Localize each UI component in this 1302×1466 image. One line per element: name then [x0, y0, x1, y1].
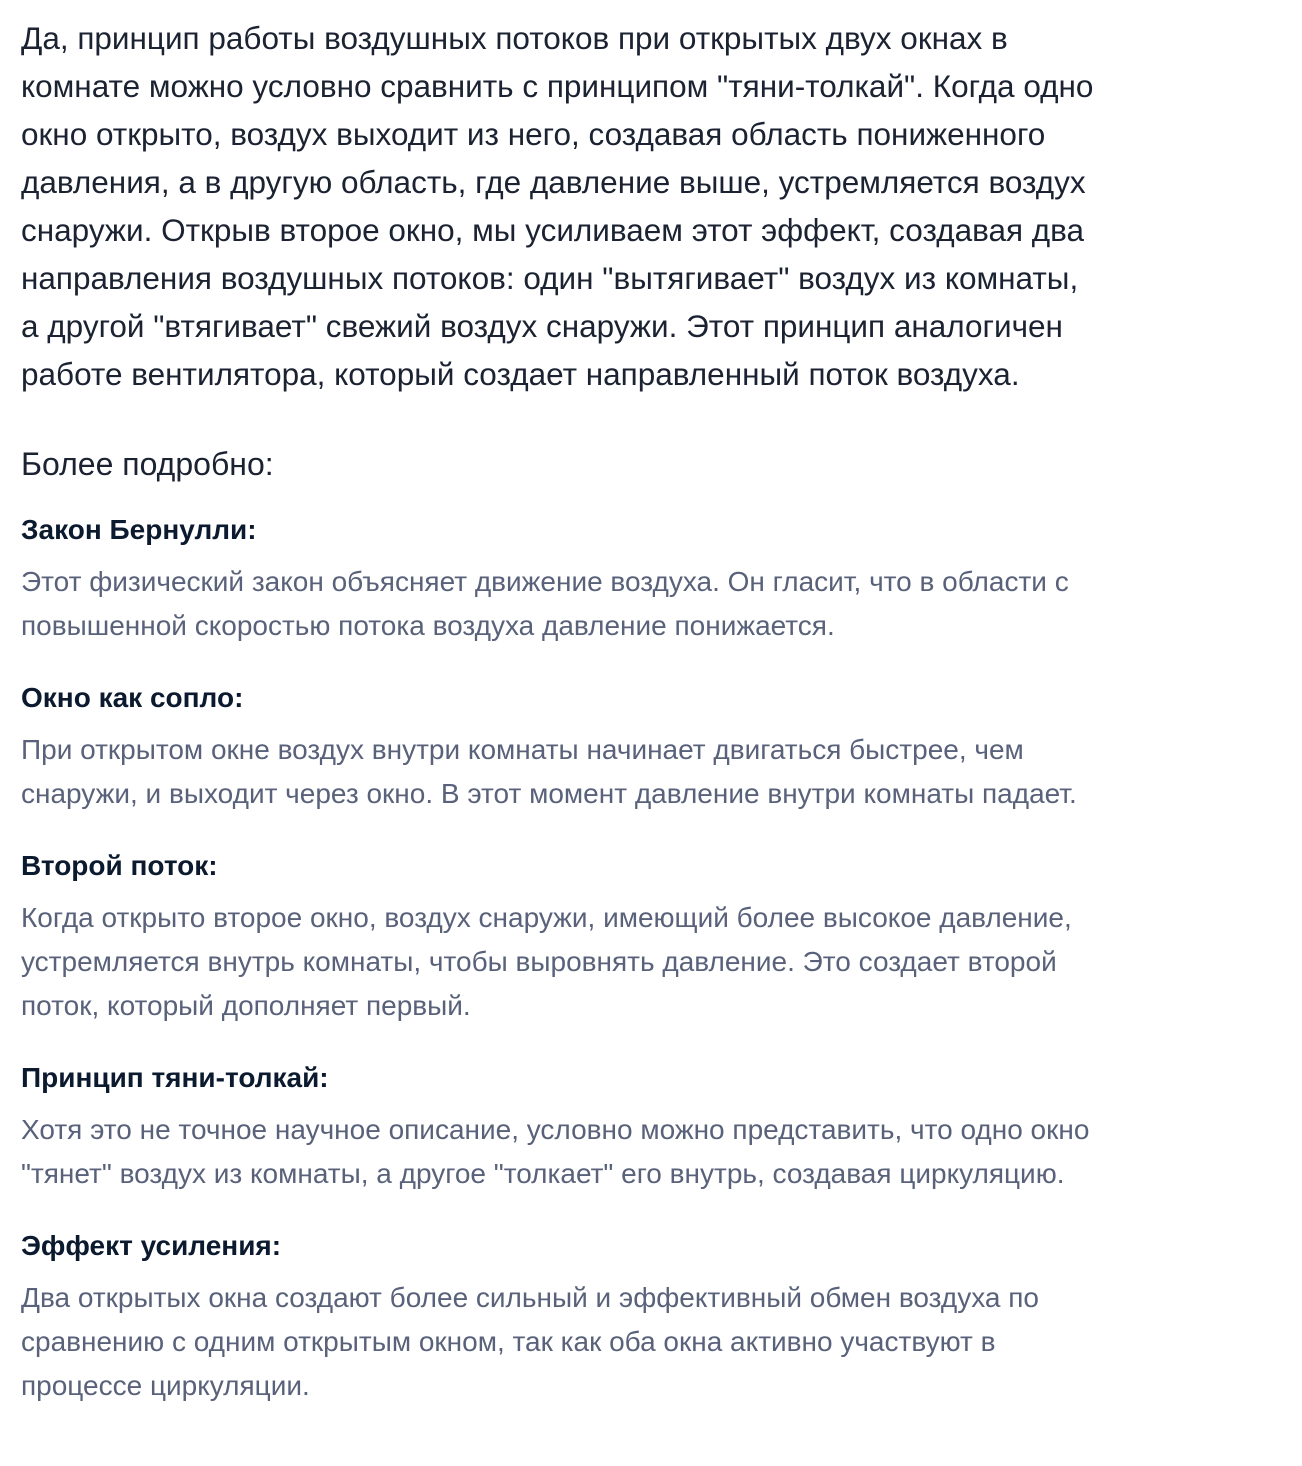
- section-line: сравнению с одним открытым окном, так как оба окна активно участвуют в: [21, 1326, 996, 1357]
- detail-section: [21, 508, 1302, 648]
- intro-line: а другой "втягивает" свежий воздух снаружи. Этот принцип аналогичен: [21, 308, 1063, 344]
- section-title: Окно как сопло:: [21, 682, 244, 713]
- intro-line: работе вентилятора, который создает направленный поток воздуха.: [21, 356, 1020, 392]
- section-body: [21, 1276, 1302, 1408]
- section-line: Хотя это не точное научное описание, условно можно представить, что одно окно: [21, 1114, 1090, 1145]
- section-title: Принцип тяни-толкай:: [21, 1062, 329, 1093]
- intro-line: Да, принцип работы воздушных потоков при открытых двух окнах в: [21, 20, 1008, 56]
- detail-section: [21, 1056, 1302, 1196]
- section-line: снаружи, и выходит через окно. В этот момент давление внутри комнаты падает.: [21, 778, 1077, 809]
- intro-line: окно открыто, воздух выходит из него, создавая область пониженного: [21, 116, 1046, 152]
- section-body: [21, 560, 1302, 648]
- section-body: [21, 728, 1302, 816]
- intro-line: давления, а в другую область, где давление выше, устремляется воздух: [21, 164, 1086, 200]
- section-title: Второй поток:: [21, 850, 218, 881]
- section-line: поток, который дополняет первый.: [21, 990, 471, 1021]
- section-body: [21, 896, 1302, 1028]
- detail-section: [21, 1224, 1302, 1408]
- section-line: повышенной скоростью потока воздуха давление понижается.: [21, 610, 835, 641]
- intro-paragraph: [21, 14, 1302, 398]
- intro-line: комнате можно условно сравнить с принципом "тяни-толкай". Когда одно: [21, 68, 1094, 104]
- section-line: процессе циркуляции.: [21, 1370, 310, 1401]
- section-line: Этот физический закон объясняет движение воздуха. Он гласит, что в области с: [21, 566, 1069, 597]
- section-line: устремляется внутрь комнаты, чтобы выровнять давление. Это создает второй: [21, 946, 1057, 977]
- detail-section: [21, 844, 1302, 1028]
- intro-line: снаружи. Открыв второе окно, мы усиливаем этот эффект, создавая два: [21, 212, 1085, 248]
- section-line: При открытом окне воздух внутри комнаты начинает двигаться быстрее, чем: [21, 734, 1024, 765]
- intro-line: направления воздушных потоков: один "вытягивает" воздух из комнаты,: [21, 260, 1079, 296]
- section-line: Два открытых окна создают более сильный и эффективный обмен воздуха по: [21, 1282, 1039, 1313]
- detail-section: [21, 676, 1302, 816]
- section-title: Закон Бернулли:: [21, 514, 257, 545]
- section-body: [21, 1108, 1302, 1196]
- section-line: Когда открыто второе окно, воздух снаружи, имеющий более высокое давление,: [21, 902, 1072, 933]
- section-line: "тянет" воздух из комнаты, а другое "толкает" его внутрь, создавая циркуляцию.: [21, 1158, 1065, 1189]
- section-title: Эффект усиления:: [21, 1230, 282, 1261]
- more-details-heading: Более подробно:: [21, 446, 274, 482]
